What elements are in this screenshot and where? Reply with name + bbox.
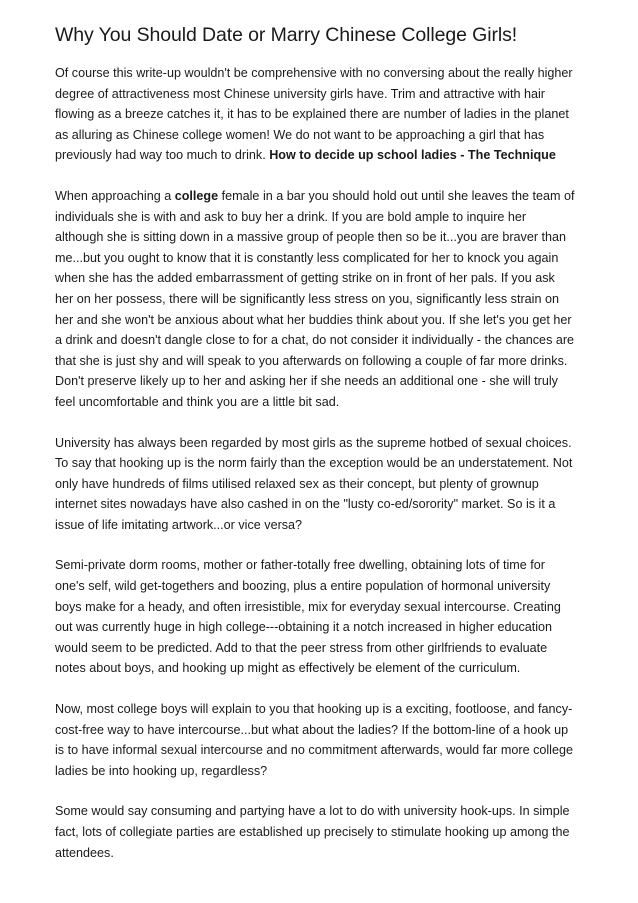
- text-segment: as alluring as Chinese college women! We do not want to be approaching a girl that has: [55, 127, 545, 142]
- text-segment: fact, lots of collegiate parties are established up precisely to stimulate hooking up among the: [55, 825, 570, 839]
- text-line: [55, 371, 591, 392]
- paragraph: [55, 63, 591, 166]
- text-line: [55, 658, 591, 679]
- text-segment: Of course this write-up wouldn't be comprehensive with no conversing about the really higher: [55, 66, 573, 80]
- text-line: [55, 699, 591, 720]
- text-segment: when she has the added embarrassment of getting strike on in front of her pals. If you ask: [55, 271, 555, 286]
- document-body: [55, 63, 591, 863]
- text-line: [55, 843, 591, 864]
- text-segment: her and she won't be anxious about what her buddies think about you. If she let's you get her: [55, 312, 572, 327]
- text-segment: To say that hooking up is the norm fairly than the exception would be an understatement. Not: [55, 456, 573, 471]
- text-segment: attendees.: [55, 845, 114, 860]
- text-segment: flowing as a breeze catches it, it has to be explained there are number of ladies in the planet: [55, 107, 569, 122]
- text-line: [55, 720, 591, 741]
- text-segment: feel uncomfortable and think you are a little bit sad.: [55, 394, 340, 409]
- text-line: [55, 227, 591, 248]
- text-segment: Semi-private dorm rooms, mother or father-totally free dwelling, obtaining lots of time for: [55, 558, 545, 573]
- text-line: [55, 822, 591, 843]
- paragraph: [55, 801, 591, 863]
- text-line: [55, 576, 591, 597]
- text-segment: When approaching a: [55, 188, 175, 203]
- text-segment: issue of life imitating artwork...or vice versa?: [55, 517, 303, 532]
- text-segment: individuals she is with and ask to buy her a drink. If you are bold ample to inquire her: [55, 209, 527, 224]
- paragraph: [55, 186, 591, 413]
- text-line: [55, 268, 591, 289]
- text-segment: ladies be into hooking up, regardless?: [55, 763, 268, 778]
- text-line: [55, 145, 591, 166]
- text-segment: that she is just shy and will speak to you afterwards on following a couple of far more drinks.: [55, 353, 568, 368]
- text-line: [55, 474, 591, 495]
- text-line: [55, 801, 591, 822]
- text-segment: female in a bar you should hold out until she leaves the team of: [218, 188, 575, 203]
- text-line: [55, 638, 591, 659]
- text-line: [55, 186, 591, 207]
- text-segment: Now, most college boys will explain to you that hooking up is a exciting, footloose, and fancy-: [55, 702, 573, 717]
- text-line: [55, 515, 591, 536]
- text-line: [55, 494, 591, 515]
- text-line: [55, 330, 591, 351]
- text-segment: degree of attractiveness most Chinese university girls have. Trim and attractive with hair: [55, 86, 545, 101]
- text-segment: only have hundreds of films utilised relaxed sex as their concept, but plenty of grownup: [55, 476, 539, 491]
- text-line: [55, 63, 591, 84]
- paragraph: [55, 555, 591, 679]
- document-title: Why You Should Date or Marry Chinese College Girls!: [55, 24, 518, 46]
- text-segment: boys make for a heady, and often irresistible, mix for everyday sexual intercourse. Creating: [55, 599, 561, 614]
- text-line: [55, 248, 591, 269]
- text-segment: a drink and doesn't dangle close to for a chat, do not consider it individually - the chances are: [55, 333, 575, 348]
- text-segment: cost-free way to have intercourse...but what about the ladies? If the bottom-line of a hook up: [55, 722, 569, 737]
- text-segment: internet sites nowadays have also cashed in on the "lusty co-ed/sorority" market. So is it a: [55, 497, 556, 512]
- bold-text: college: [174, 188, 219, 203]
- text-line: [55, 289, 591, 310]
- text-line: [55, 433, 591, 454]
- text-segment: Some would say consuming and partying have a lot to do with university hook-ups. In simple: [55, 804, 570, 819]
- text-line: [55, 761, 591, 782]
- text-segment: me...but you ought to know that it is constantly less complicated for her to knock you again: [55, 250, 559, 265]
- paragraph: [55, 433, 591, 536]
- text-segment: out was currently huge in high college---obtaining it a notch increased in higher education: [55, 620, 553, 635]
- text-segment: Don't preserve likely up to her and asking her if she needs an additional one - she will truly: [55, 374, 558, 389]
- text-line: [55, 597, 591, 618]
- text-line: [55, 207, 591, 228]
- text-line: [55, 555, 591, 576]
- document-page: [55, 22, 591, 883]
- text-line: [55, 351, 591, 372]
- paragraph: [55, 699, 591, 781]
- bold-text: How to decide up school ladies - The Technique: [269, 148, 556, 163]
- text-line: [55, 392, 591, 413]
- text-line: [55, 125, 591, 146]
- text-line: [55, 617, 591, 638]
- text-segment: one's self, wild get-togethers and boozing, plus a entire population of hormonal university: [55, 579, 551, 594]
- text-segment: her on her possess, there will be significantly less stress on you, significantly less strain on: [55, 291, 559, 306]
- text-segment: would seem to be predicted. Add to that the peer stress from other girlfriends to evaluate: [55, 640, 548, 655]
- text-line: [55, 104, 591, 125]
- text-line: [55, 740, 591, 761]
- text-segment: notes about boys, and hooking up might as effectively be element of the curriculum.: [55, 661, 521, 676]
- text-segment: although she is sitting down in a massive group of people then so be it...you are braver than: [55, 230, 567, 245]
- text-line: [55, 84, 591, 105]
- text-segment: previously had way too much to drink.: [55, 148, 270, 163]
- text-segment: is to have informal sexual intercourse and no commitment afterwards, would far more college: [55, 743, 573, 758]
- text-line: [55, 453, 591, 474]
- text-segment: University has always been regarded by most girls as the supreme hotbed of sexual choices.: [55, 435, 572, 450]
- text-line: [55, 310, 591, 331]
